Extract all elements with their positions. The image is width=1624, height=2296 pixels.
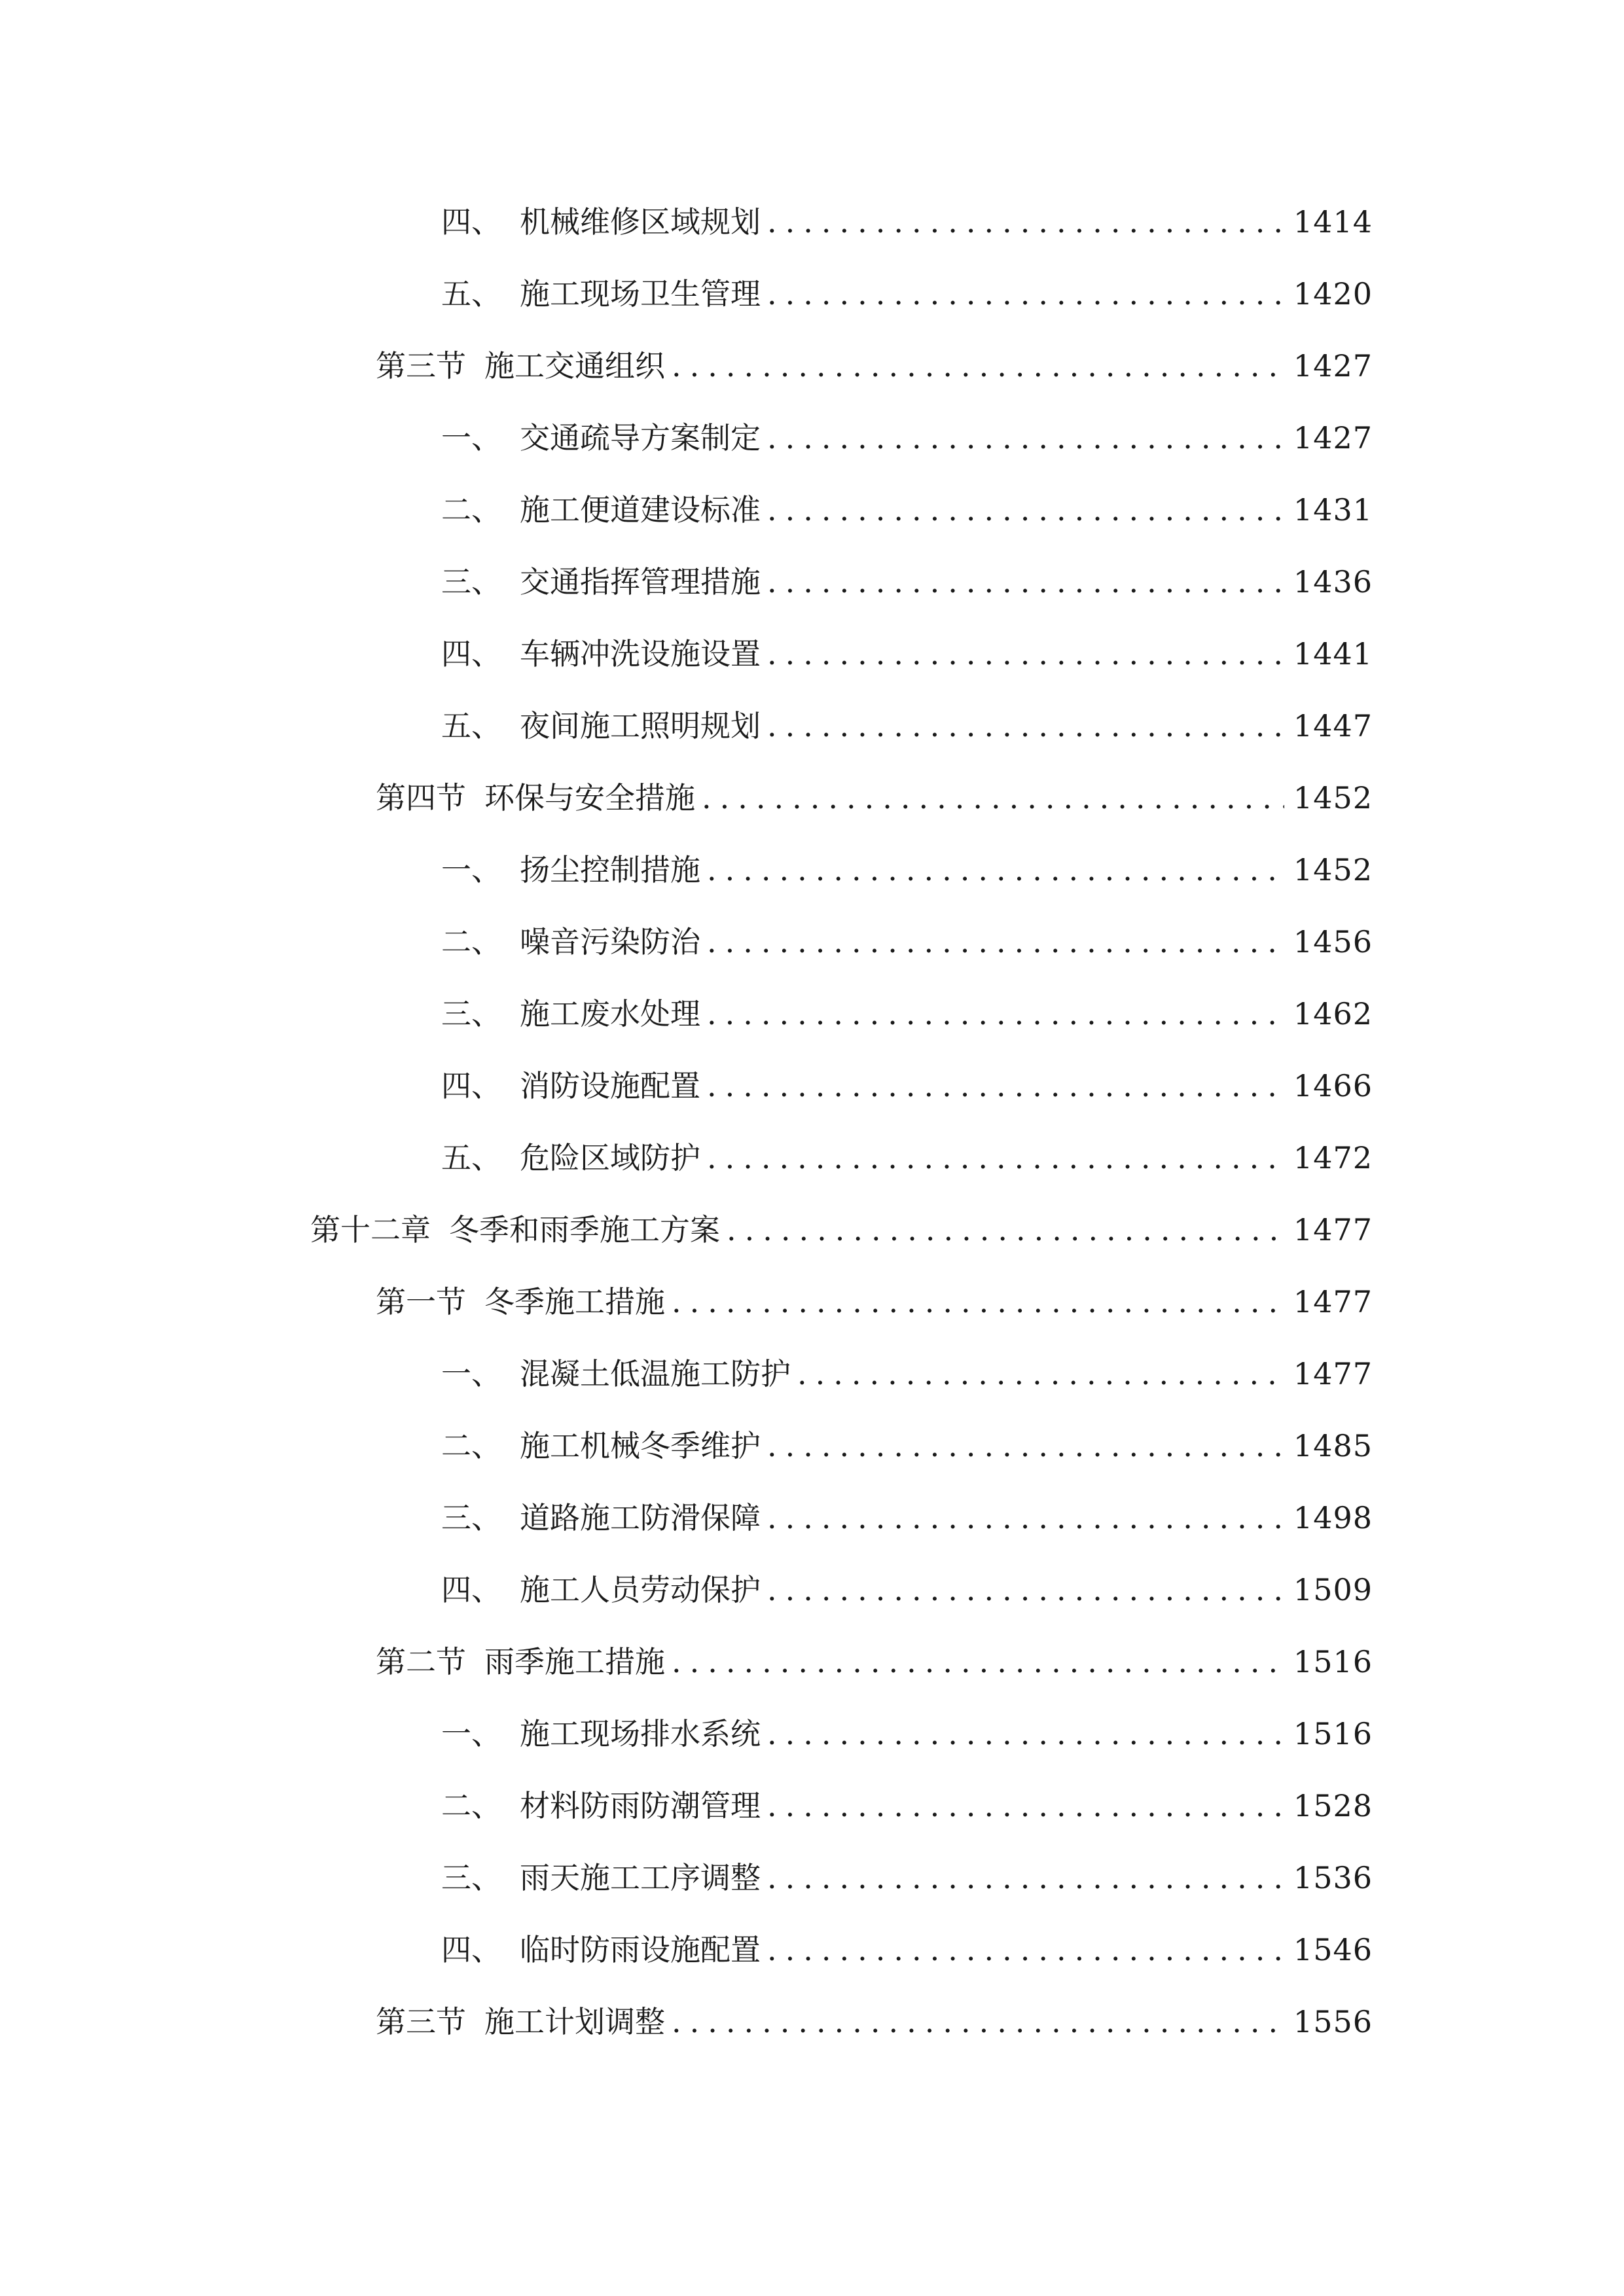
toc-entry-title: 机械维修区域规划	[520, 204, 761, 240]
toc-entry-title: 施工人员劳动保护	[520, 1572, 761, 1607]
toc-entry-page: 1485	[1293, 1428, 1373, 1463]
toc-entry-number: 一、	[441, 852, 501, 888]
toc-entry-title: 环保与安全措施	[484, 780, 695, 816]
toc-entry[interactable]	[441, 1342, 1373, 1394]
toc-entry-page: 1477	[1293, 1356, 1373, 1391]
toc-entry[interactable]	[441, 478, 1373, 530]
toc-entry-page: 1509	[1293, 1572, 1373, 1607]
toc-entry[interactable]	[441, 910, 1373, 962]
toc-entry-title: 混凝土低温施工防护	[520, 1356, 791, 1391]
toc-entry-page: 1462	[1293, 996, 1373, 1031]
toc-entry-page: 1441	[1293, 636, 1373, 672]
toc-entry-number: 二、	[441, 924, 501, 960]
toc-entry-page: 1456	[1293, 924, 1373, 960]
toc-entry[interactable]	[376, 1990, 1373, 2042]
toc-entry[interactable]	[310, 1198, 1373, 1250]
toc-entry-number: 一、	[441, 1356, 501, 1391]
toc-entry[interactable]	[441, 1774, 1373, 1826]
toc-leader-dots	[672, 346, 1284, 386]
toc-entry[interactable]	[441, 1846, 1373, 1898]
toc-leader-dots	[707, 850, 1284, 890]
toc-entry-title: 施工计划调整	[484, 2004, 665, 2039]
toc-leader-dots	[767, 1929, 1284, 1970]
toc-leader-dots	[707, 1066, 1284, 1106]
toc-entry-title: 噪音污染防治	[520, 924, 700, 960]
toc-entry[interactable]	[441, 1702, 1373, 1754]
toc-entry-number: 第三节	[376, 348, 466, 384]
toc-entry[interactable]	[441, 1054, 1373, 1106]
toc-entry[interactable]	[376, 1270, 1373, 1322]
toc-entry-number: 四、	[441, 1932, 501, 1967]
toc-entry-title: 施工交通组织	[484, 348, 665, 384]
toc-entry-page: 1516	[1293, 1644, 1373, 1679]
toc-leader-dots	[702, 778, 1284, 818]
toc-leader-dots	[727, 1210, 1284, 1250]
toc-entry-number: 第十二章	[310, 1212, 431, 1247]
toc-leader-dots	[767, 562, 1284, 602]
toc-entry-page: 1452	[1293, 780, 1373, 816]
toc-entry-number: 五、	[441, 276, 501, 312]
toc-entry[interactable]	[441, 1414, 1373, 1466]
toc-entry-title: 扬尘控制措施	[520, 852, 700, 888]
toc-entry-number: 第一节	[376, 1284, 466, 1319]
toc-entry-title: 交通疏导方案制定	[520, 420, 761, 456]
toc-entry-title: 冬季施工措施	[484, 1284, 665, 1319]
toc-entry-page: 1447	[1293, 708, 1373, 744]
toc-entry-title: 消防设施配置	[520, 1068, 700, 1103]
toc-leader-dots	[767, 1857, 1284, 1898]
toc-entry-number: 五、	[441, 1140, 501, 1175]
toc-entry-page: 1536	[1293, 1860, 1373, 1895]
toc-entry-page: 1498	[1293, 1500, 1373, 1535]
toc-entry-number: 四、	[441, 636, 501, 672]
toc-leader-dots	[707, 922, 1284, 962]
toc-entry-title: 夜间施工照明规划	[520, 708, 761, 744]
toc-entry-page: 1528	[1293, 1788, 1373, 1823]
toc-entry-page: 1516	[1293, 1716, 1373, 1751]
toc-leader-dots	[707, 994, 1284, 1034]
toc-entry-number: 二、	[441, 492, 501, 528]
toc-entry-number: 四、	[441, 1068, 501, 1103]
toc-entry[interactable]	[441, 406, 1373, 458]
toc-entry-title: 施工废水处理	[520, 996, 700, 1031]
toc-entry[interactable]	[441, 190, 1373, 242]
toc-leader-dots	[672, 1282, 1284, 1322]
toc-entry-number: 三、	[441, 1500, 501, 1535]
toc-entry-number: 四、	[441, 1572, 501, 1607]
toc-entry[interactable]	[376, 1630, 1373, 1682]
toc-entry-title: 施工现场排水系统	[520, 1716, 761, 1751]
toc-entry-number: 一、	[441, 1716, 501, 1751]
toc-entry-number: 第二节	[376, 1644, 466, 1679]
toc-entry-title: 雨天施工工序调整	[520, 1860, 761, 1895]
toc-entry-number: 五、	[441, 708, 501, 744]
toc-leader-dots	[767, 706, 1284, 746]
toc-entry[interactable]	[441, 1558, 1373, 1610]
toc-entry-page: 1477	[1293, 1284, 1373, 1319]
toc-entry[interactable]	[441, 838, 1373, 890]
toc-entry-title: 临时防雨设施配置	[520, 1932, 761, 1967]
toc-entry-title: 冬季和雨季施工方案	[449, 1212, 720, 1247]
toc-leader-dots	[767, 1570, 1284, 1610]
toc-leader-dots	[767, 490, 1284, 530]
toc-entry-number: 第四节	[376, 780, 466, 816]
toc-leader-dots	[707, 1138, 1284, 1178]
toc-entry-page: 1436	[1293, 564, 1373, 600]
toc-entry-number: 一、	[441, 420, 501, 456]
toc-leader-dots	[767, 418, 1284, 458]
toc-entry-title: 危险区域防护	[520, 1140, 700, 1175]
toc-leader-dots	[767, 202, 1284, 242]
toc-entry[interactable]	[441, 550, 1373, 602]
toc-entry[interactable]	[441, 1486, 1373, 1538]
toc-entry[interactable]	[441, 622, 1373, 674]
toc-entry-number: 二、	[441, 1428, 501, 1463]
toc-entry-page: 1414	[1293, 204, 1373, 240]
toc-entry[interactable]	[441, 1126, 1373, 1178]
toc-leader-dots	[672, 1641, 1284, 1682]
toc-entry[interactable]	[441, 1918, 1373, 1970]
toc-entry-title: 材料防雨防潮管理	[520, 1788, 761, 1823]
toc-entry-number: 二、	[441, 1788, 501, 1823]
toc-entry[interactable]	[441, 694, 1373, 746]
toc-entry-title: 施工机械冬季维护	[520, 1428, 761, 1463]
toc-entry-page: 1546	[1293, 1932, 1373, 1967]
toc-entry[interactable]	[441, 982, 1373, 1034]
toc-leader-dots	[767, 1498, 1284, 1538]
toc-entry-title: 道路施工防滑保障	[520, 1500, 761, 1535]
toc-leader-dots	[672, 2001, 1284, 2042]
toc-entry-title: 施工便道建设标准	[520, 492, 761, 528]
toc-entry-page: 1466	[1293, 1068, 1373, 1103]
toc-leader-dots	[767, 634, 1284, 674]
toc-entry-page: 1477	[1293, 1212, 1373, 1247]
toc-entry-page: 1556	[1293, 2004, 1373, 2039]
toc-entry-page: 1472	[1293, 1140, 1373, 1175]
toc-leader-dots	[797, 1354, 1284, 1394]
toc-entry-number: 三、	[441, 996, 501, 1031]
toc-entry-title: 车辆冲洗设施设置	[520, 636, 761, 672]
toc-entry-title: 雨季施工措施	[484, 1644, 665, 1679]
toc-entry-title: 施工现场卫生管理	[520, 276, 761, 312]
toc-leader-dots	[767, 274, 1284, 314]
toc-entry-number: 三、	[441, 564, 501, 600]
toc-leader-dots	[767, 1426, 1284, 1466]
toc-entry-page: 1427	[1293, 420, 1373, 456]
toc-entry-number: 第三节	[376, 2004, 466, 2039]
toc-entry[interactable]	[376, 766, 1373, 818]
toc-leader-dots	[767, 1713, 1284, 1754]
toc-entry-number: 四、	[441, 204, 501, 240]
toc-entry-page: 1431	[1293, 492, 1373, 528]
toc-entry-page: 1427	[1293, 348, 1373, 384]
toc-entry-page: 1420	[1293, 276, 1373, 312]
toc-entry[interactable]	[376, 334, 1373, 386]
toc-entry-title: 交通指挥管理措施	[520, 564, 761, 600]
toc-entry-page: 1452	[1293, 852, 1373, 888]
toc-entry[interactable]	[441, 262, 1373, 314]
toc-leader-dots	[767, 1785, 1284, 1826]
toc-entry-number: 三、	[441, 1860, 501, 1895]
